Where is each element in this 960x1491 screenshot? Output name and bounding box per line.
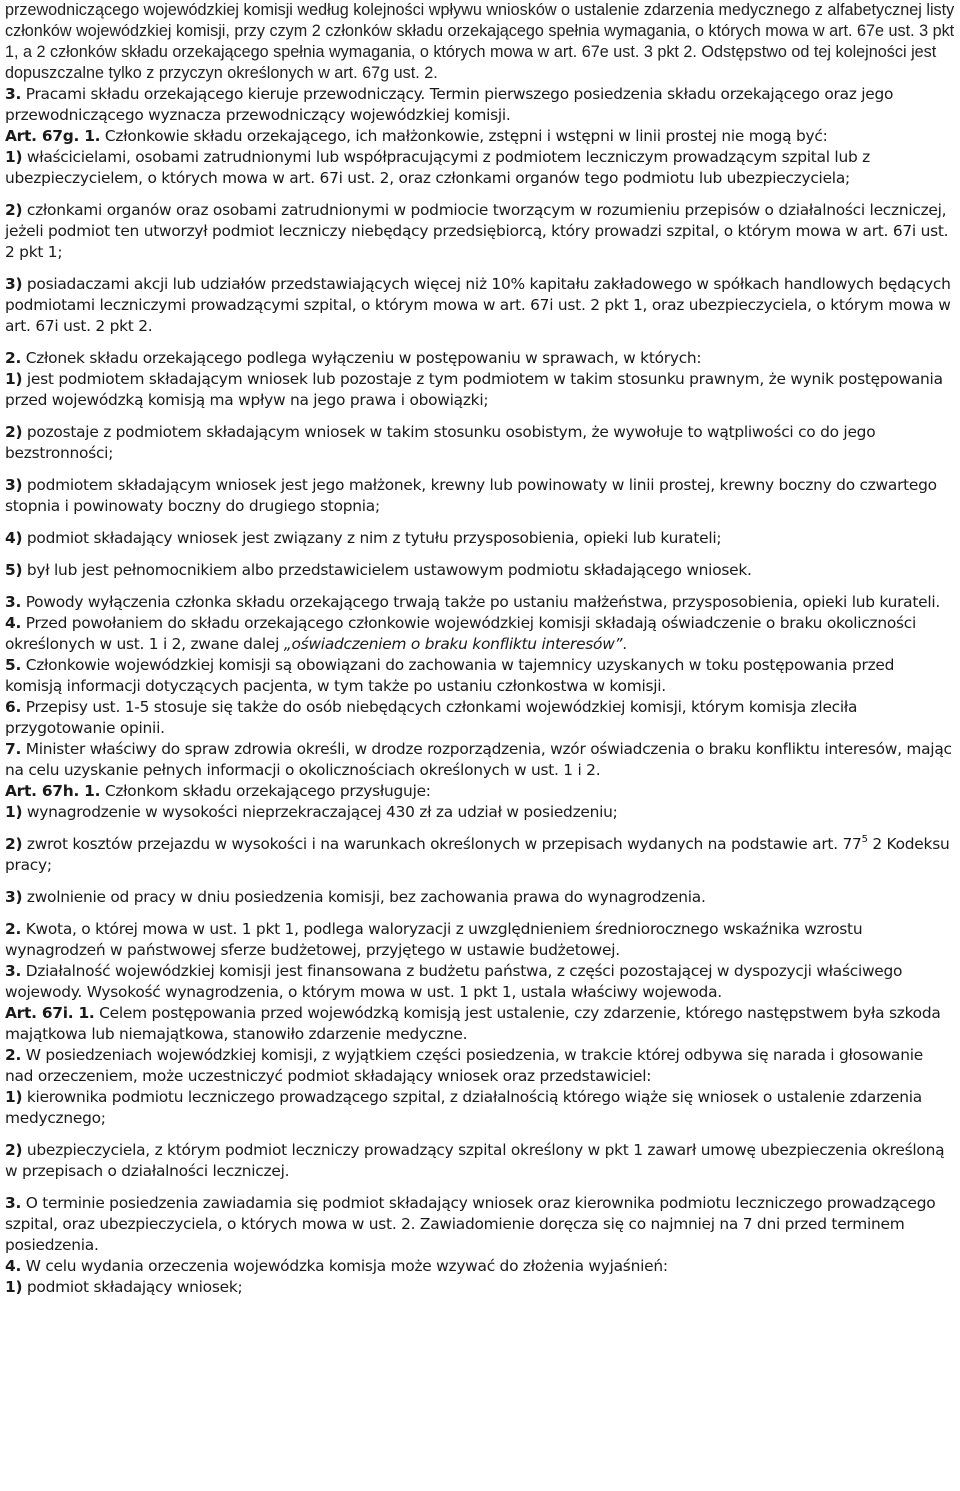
paragraph-text: Kwota, o której mowa w ust. 1 pkt 1, podlega waloryzacji z uwzględnieniem średniorocznego wskaźnika wzrostu wynagrodzeń w państwowej sferze budżetowej, przyjętego w ustawie budżetowej.	[5, 920, 863, 959]
list-item-text: członkami organów oraz osobami zatrudnionymi w podmiocie tworzącym w rozumieniu przepisów o działalności leczniczej, jeżeli podmiot ten utworzył podmiot leczniczy niebędący przedsiębiorcą, który prowadzi szpital, o którym mowa w art. 67i ust. 2 pkt 1;	[5, 201, 949, 261]
paragraph-label: 7.	[5, 740, 22, 758]
paragraph-label: 2.	[5, 920, 22, 938]
article-67g-ust-1	[5, 126, 955, 147]
paragraph-ust-3	[5, 84, 955, 126]
article-label: Art. 67g. 1.	[5, 127, 101, 145]
list-item-label: 1)	[5, 148, 23, 166]
list-item	[5, 802, 955, 823]
article-67i-ust-2	[5, 1045, 955, 1087]
list-item	[5, 147, 955, 189]
list-item-label: 5)	[5, 561, 23, 579]
list-item-label: 1)	[5, 1088, 23, 1106]
article-67g-ust-3	[5, 592, 955, 613]
paragraph-text: Przed powołaniem do składu orzekającego członkowie wojewódzkiej komisji składają oświadczenie o braku okoliczności określonych w ust. 1 i 2, zwane dalej	[5, 614, 917, 653]
list-item-text: kierownika podmiotu leczniczego prowadzącego szpital, z działalnością którego wiąże się wniosek o ustalenie zdarzenia medycznego;	[5, 1088, 922, 1127]
paragraph-label: 3.	[5, 962, 22, 980]
list-item	[5, 528, 955, 549]
list-item-label: 2)	[5, 423, 23, 441]
paragraph-label: 4.	[5, 614, 22, 632]
list-item-label: 2)	[5, 835, 23, 853]
article-67h-ust-3	[5, 961, 955, 1003]
list-item	[5, 560, 955, 581]
article-text: Członkom składu orzekającego przysługuje:	[100, 782, 431, 800]
paragraph-label: 3.	[5, 593, 22, 611]
paragraph-label: 2.	[5, 349, 22, 367]
list-item-text: był lub jest pełnomocnikiem albo przedstawicielem ustawowym podmiotu składającego wniosek.	[22, 561, 752, 579]
paragraph-label: 3.	[5, 85, 22, 103]
list-item-text: jest podmiotem składającym wniosek lub pozostaje z tym podmiotem w takim stosunku prawnym, że wynik postępowania przed wojewódzką komisją ma wpływ na jego prawa i obowiązki;	[5, 370, 943, 409]
list-item-text: wynagrodzenie w wysokości nieprzekraczającej 430 zł za udział w posiedzeniu;	[22, 803, 618, 821]
list-item-label: 3)	[5, 275, 23, 293]
list-item-text: właścicielami, osobami zatrudnionymi lub współpracującymi z podmiotem leczniczym prowadzącym szpital lub z ubezpieczycielem, o których mowa w art. 67i ust. 2, oraz członkami organów tego podmiotu lub ubezpieczyciela;	[5, 148, 870, 187]
article-label: Art. 67i. 1.	[5, 1004, 95, 1022]
list-item-label: 2)	[5, 1141, 23, 1159]
list-item-text-end: 2 Kodeksu pracy;	[5, 835, 950, 874]
list-item-text: zwolnienie od pracy w dniu posiedzenia komisji, bez zachowania prawa do wynagrodzenia.	[22, 888, 706, 906]
paragraph-text: Członkowie wojewódzkiej komisji są obowiązani do zachowania w tajemnicy uzyskanych w toku postępowania przed komisją informacji dotyczących pacjenta, w tym także po ustaniu członkostwa w komisji.	[5, 656, 895, 695]
paragraph-text: Członek składu orzekającego podlega wyłączeniu w postępowaniu w sprawach, w których:	[21, 349, 702, 367]
article-67i-ust-1	[5, 1003, 955, 1045]
paragraph-text: Powody wyłączenia członka składu orzekającego trwają także po ustaniu małżeństwa, przysposobienia, opieki lub kurateli.	[21, 593, 941, 611]
article-67h-ust-1	[5, 781, 955, 802]
list-item	[5, 274, 955, 337]
list-item-label: 1)	[5, 370, 23, 388]
list-item	[5, 1140, 955, 1182]
list-item	[5, 200, 955, 263]
paragraph-text: O terminie posiedzenia zawiadamia się podmiot składający wniosek oraz kierownika podmiotu leczniczego prowadzącego szpital, oraz ubezpieczyciela, o których mowa w ust. 2. Zawiadomienie doręcza się co najmniej na 7 dni przed terminem posiedzenia.	[5, 1194, 936, 1254]
list-item-text: zwrot kosztów przejazdu w wysokości i na warunkach określonych w przepisach wydanych na podstawie art. 77	[22, 835, 862, 853]
list-item-text: podmiotem składającym wniosek jest jego małżonek, krewny lub powinowaty w linii prostej, krewny boczny do czwartego stopnia i powinowaty boczny do drugiego stopnia;	[5, 476, 937, 515]
article-67g-ust-4	[5, 613, 955, 655]
defined-term-quote: „oświadczeniem o braku konfliktu interesów”	[283, 635, 623, 653]
list-item-label: 1)	[5, 1278, 23, 1296]
list-item	[5, 422, 955, 464]
paragraph-label: 4.	[5, 1257, 22, 1275]
list-item	[5, 1087, 955, 1129]
list-item	[5, 475, 955, 517]
paragraph-text: W celu wydania orzeczenia wojewódzka komisja może wzywać do złożenia wyjaśnień:	[21, 1257, 668, 1275]
intro-paragraph: przewodniczącego wojewódzkiej komisji według kolejności wpływu wniosków o ustalenie zdarzenia medycznego z alfabetycznej listy członków wojewódzkiej komisji, przy czym 2 członków składu orzekającego spełnia wymagania, o których mowa w art. 67e ust. 3 pkt 1, a 2 członków składu orzekającego spełnia wymagania, o których mowa w art. 67e ust. 3 pkt 2. Odstępstwo od tej kolejności jest dopuszczalne tylko z przyczyn określonych w art. 67g ust. 2.	[5, 1, 955, 82]
list-item-text: posiadaczami akcji lub udziałów przedstawiających więcej niż 10% kapitału zakładowego w spółkach handlowych będących podmiotami leczniczymi prowadzącymi szpital, o którym mowa w art. 67i ust. 2 pkt 1, oraz ubezpieczyciela, o którym mowa w art. 67i ust. 2 pkt 2.	[5, 275, 951, 335]
superscript: 5	[861, 833, 868, 845]
list-item	[5, 369, 955, 411]
list-item-text: ubezpieczyciela, z którym podmiot leczniczy prowadzący szpital określony w pkt 1 zawarł umowę ubezpieczenia określoną w przepisach o działalności leczniczej.	[5, 1141, 945, 1180]
paragraph-text: Przepisy ust. 1-5 stosuje się także do osób niebędących członkami wojewódzkiej komisji, którym komisja zleciła przygotowanie opinii.	[5, 698, 858, 737]
list-item-label: 1)	[5, 803, 23, 821]
list-item-text: podmiot składający wniosek jest związany z nim z tytułu przysposobienia, opieki lub kurateli;	[22, 529, 722, 547]
article-67i-ust-3	[5, 1193, 955, 1256]
list-item	[5, 887, 955, 908]
list-item-text: pozostaje z podmiotem składającym wniosek w takim stosunku osobistym, że wywołuje to wątpliwości co do jego bezstronności;	[5, 423, 876, 462]
paragraph-label: 3.	[5, 1194, 22, 1212]
list-item-label: 3)	[5, 476, 23, 494]
article-text: Członkowie składu orzekającego, ich małżonkowie, zstępni i wstępni w linii prostej nie mogą być:	[100, 127, 828, 145]
article-67g-ust-6	[5, 697, 955, 739]
list-item	[5, 1277, 955, 1298]
paragraph-text: W posiedzeniach wojewódzkiej komisji, z wyjątkiem części posiedzenia, w trakcie której odbywa się narada i głosowanie nad orzeczeniem, może uczestniczyć podmiot składający wniosek oraz przedstawiciel:	[5, 1046, 923, 1085]
paragraph-text: Pracami składu orzekającego kieruje przewodniczący. Termin pierwszego posiedzenia składu orzekającego oraz jego przewodniczącego wyznacza przewodniczący wojewódzkiej komisji.	[5, 85, 894, 124]
article-67h-ust-2	[5, 919, 955, 961]
article-67g-ust-2	[5, 348, 955, 369]
list-item-text: podmiot składający wniosek;	[22, 1278, 243, 1296]
paragraph-label: 5.	[5, 656, 22, 674]
article-text: Celem postępowania przed wojewódzką komisją jest ustalenie, czy zdarzenie, którego następstwem była szkoda majątkowa lub niemajątkowa, stanowiło zdarzenie medyczne.	[5, 1004, 941, 1043]
article-67i-ust-4	[5, 1256, 955, 1277]
list-item	[5, 834, 955, 876]
paragraph-label: 2.	[5, 1046, 22, 1064]
paragraph-label: 6.	[5, 698, 22, 716]
paragraph-text-end: .	[622, 635, 627, 653]
paragraph-text: Działalność wojewódzkiej komisji jest finansowana z budżetu państwa, z części pozostającej w dyspozycji właściwego wojewody. Wysokość wynagrodzenia, o którym mowa w ust. 1 pkt 1, ustala właściwy wojewoda.	[5, 962, 903, 1001]
paragraph-text: Minister właściwy do spraw zdrowia określi, w drodze rozporządzenia, wzór oświadczenia o braku konfliktu interesów, mając na celu uzyskanie pełnych informacji o okolicznościach określonych w ust. 1 i 2.	[5, 740, 952, 779]
article-67g-ust-5	[5, 655, 955, 697]
list-item-label: 2)	[5, 201, 23, 219]
list-item-label: 4)	[5, 529, 23, 547]
article-label: Art. 67h. 1.	[5, 782, 101, 800]
list-item-label: 3)	[5, 888, 23, 906]
article-67g-ust-7	[5, 739, 955, 781]
